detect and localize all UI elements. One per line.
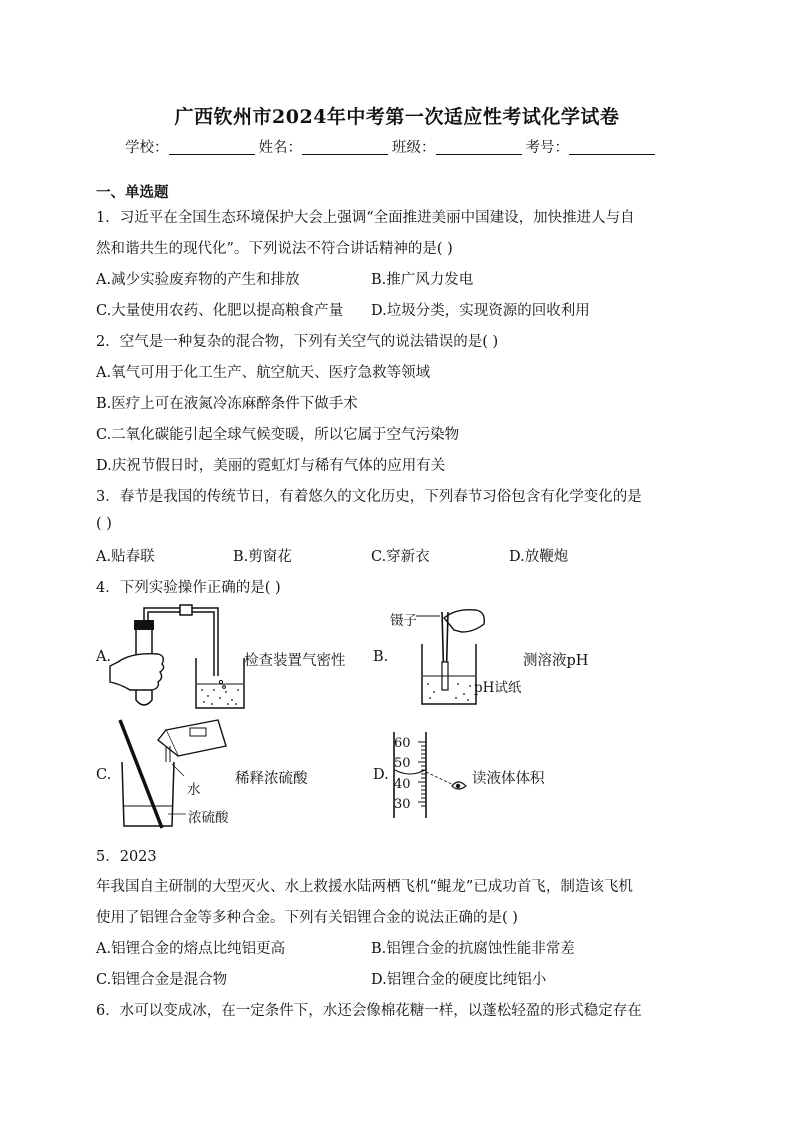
q5-option-d: D.铝锂合金的硬度比纯铝小 xyxy=(371,972,547,988)
q1-option-b: B.推广风力发电 xyxy=(371,272,474,288)
q3-stem-line1: 3．春节是我国的传统节日，有着悠久的文化历史，下列春节习俗包含有化学变化的是 xyxy=(96,489,642,505)
q4-option-c-letter: C. xyxy=(96,767,112,783)
page-title: 广西钦州市2024年中考第一次适应性考试化学试卷 xyxy=(174,106,620,128)
number-label: 考号： xyxy=(525,140,569,156)
q2-stem: 2．空气是一种复杂的混合物，下列有关空气的说法错误的是( ) xyxy=(96,334,499,350)
number-blank[interactable] xyxy=(569,140,655,155)
q4-acid-label: 浓硫酸 xyxy=(188,810,229,826)
name-label: 姓名： xyxy=(258,140,302,156)
q4-tweezers-label: 镊子 xyxy=(390,613,417,629)
name-blank[interactable] xyxy=(302,140,388,155)
class-blank[interactable] xyxy=(436,140,522,155)
q1-option-a: A.减少实验废弃物的产生和排放 xyxy=(96,272,300,288)
q2-option-c: C.二氧化碳能引起全球气候变暖，所以它属于空气污染物 xyxy=(96,427,460,443)
q5-option-c: C.铝锂合金是混合物 xyxy=(96,972,228,988)
q4-ph-paper-label: pH试纸 xyxy=(474,680,522,696)
q3-stem-line2: ( ) xyxy=(96,516,112,532)
q4-option-b-caption: 测溶液pH xyxy=(523,653,589,669)
q4-tick-40: 40 xyxy=(394,777,411,792)
q4-option-d-caption: 读液体体积 xyxy=(472,771,545,787)
class-label: 班级： xyxy=(392,140,436,156)
q5-number: 5．2023 xyxy=(96,849,157,865)
q4-water-label: 水 xyxy=(187,782,201,798)
q1-option-c: C.大量使用农药、化肥以提高粮食产量 xyxy=(96,303,344,319)
q3-option-d: D.放鞭炮 xyxy=(509,549,569,565)
q1-stem-line2: 然和谐共生的现代化”。下列说法不符合讲话精神的是( ) xyxy=(96,241,453,257)
school-blank[interactable] xyxy=(169,140,255,155)
q6-stem-line1: 6．水可以变成冰，在一定条件下，水还会像棉花糖一样，以蓬松轻盈的形式稳定存在 xyxy=(96,1003,642,1019)
q2-option-a: A.氧气可用于化工生产、航空航天、医疗急救等领域 xyxy=(96,365,431,381)
q4-tick-60: 60 xyxy=(394,736,411,751)
q4-option-a-letter: A. xyxy=(96,649,112,665)
q4-tick-30: 30 xyxy=(394,797,411,812)
q4-option-b-letter: B. xyxy=(373,649,389,665)
q2-option-d: D.庆祝节假日时，美丽的霓虹灯与稀有气体的应用有关 xyxy=(96,458,446,474)
q5-stem-line1: 年我国自主研制的大型灭火、水上救援水陆两栖飞机“鲲龙”已成功首飞，制造该飞机 xyxy=(96,879,633,895)
q3-option-a: A.贴春联 xyxy=(96,549,155,565)
section-heading: 一、单选题 xyxy=(96,184,169,201)
q4-option-a-caption: 检查装置气密性 xyxy=(244,653,346,669)
q4-option-c-caption: 稀释浓硫酸 xyxy=(235,771,308,787)
q5-stem-line2: 使用了铝锂合金等多种合金。下列有关铝锂合金的说法正确的是( ) xyxy=(96,910,518,926)
q4-stem: 4．下列实验操作正确的是( ) xyxy=(96,580,281,596)
q1-option-d: D.垃圾分类，实现资源的回收利用 xyxy=(371,303,590,319)
q2-option-b: B.医疗上可在液氮冷冻麻醉条件下做手术 xyxy=(96,396,358,412)
q5-option-b: B.铝锂合金的抗腐蚀性能非常差 xyxy=(371,941,575,957)
q4-option-d-letter: D. xyxy=(373,767,389,783)
q1-stem-line1: 1．习近平在全国生态环境保护大会上强调“全面推进美丽中国建设，加快推进人与自 xyxy=(96,210,635,226)
student-info-line xyxy=(125,136,659,157)
q3-option-c: C.穿新衣 xyxy=(371,549,430,565)
q3-option-b: B.剪窗花 xyxy=(233,549,292,565)
school-label: 学校： xyxy=(125,140,169,156)
q5-option-a: A.铝锂合金的熔点比纯铝更高 xyxy=(96,941,286,957)
q4-tick-50: 50 xyxy=(394,756,411,771)
q4-figure-airtightness xyxy=(108,604,248,712)
